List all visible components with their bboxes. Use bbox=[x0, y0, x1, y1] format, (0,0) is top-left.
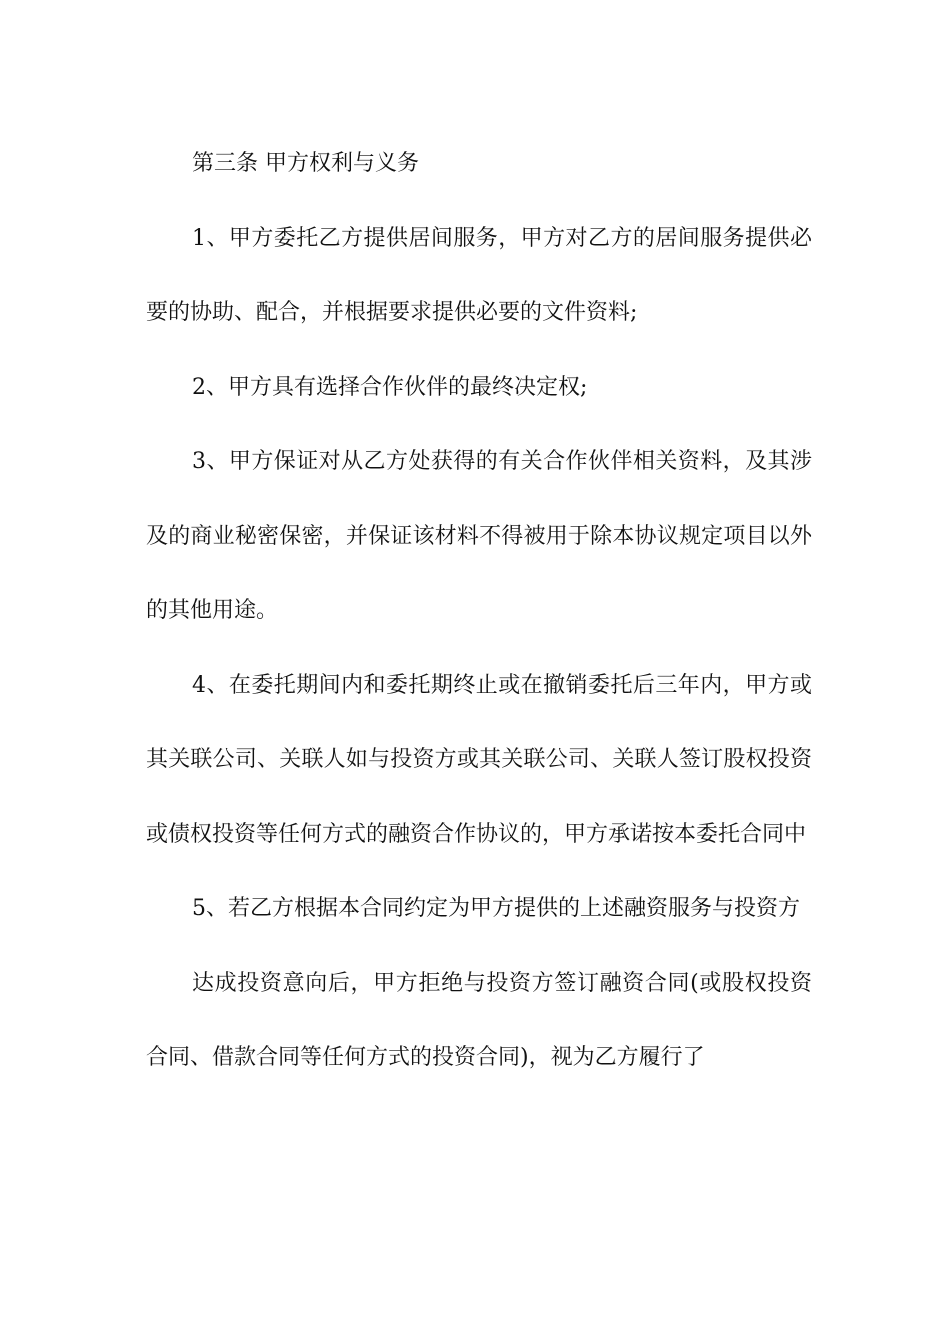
clause-3: 3、甲方保证对从乙方处获得的有关合作伙伴相关资料，及其涉及的商业秘密保密，并保证该材料不得被用于除本协议规定项目以外的其他用途。 bbox=[146, 449, 812, 623]
clause-5-continued: 达成投资意向后，甲方拒绝与投资方签订融资合同(或股权投资合同、借款合同等任何方式的投资合同)，视为乙方履行了 bbox=[146, 970, 812, 1070]
clause-2: 2、甲方具有选择合作伙伴的最终决定权; bbox=[192, 374, 588, 400]
clause-4: 4、在委托期间内和委托期终止或在撤销委托后三年内，甲方或其关联公司、关联人如与投资方或其关联公司、关联人签订股权投资或债权投资等任何方式的融资合作协议的，甲方承诺按本委托合同中 bbox=[146, 672, 812, 847]
clause-5: 5、若乙方根据本合同约定为甲方提供的上述融资服务与投资方 bbox=[192, 896, 800, 921]
document-body bbox=[146, 127, 812, 1096]
clause-1: 1、甲方委托乙方提供居间服务，甲方对乙方的居间服务提供必要的协助、配合，并根据要求提供必要的文件资料; bbox=[146, 225, 812, 325]
article-heading: 第三条 甲方权利与义务 bbox=[192, 151, 419, 176]
